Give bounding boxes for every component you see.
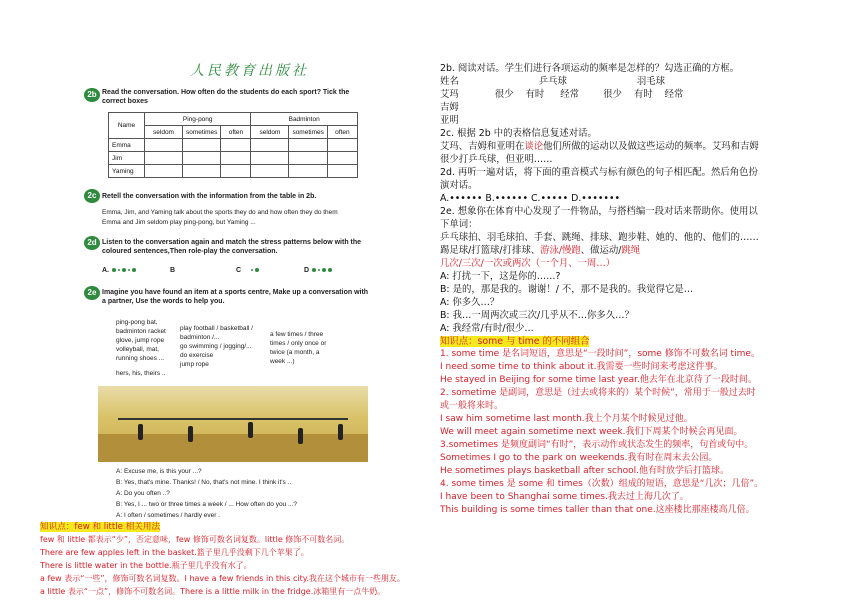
kp-line: Sometimes I go to the park on weekends.我有时在周末去公园。 <box>440 453 718 463</box>
publisher-logo: 人民教育出版社 <box>190 63 309 79</box>
dialog-line: B: 是的，那是我的。谢谢！/ 不，那不是我的。我觉得它是… <box>440 284 694 295</box>
translation-2c-line: 艾玛、吉姆和亚明在谈论他们所做的运动以及做这些运动的频率。艾玛和吉姆 <box>440 141 759 152</box>
name-header: Name <box>109 113 145 139</box>
stress-option-a: A. <box>102 266 137 275</box>
ex2b-instruction: Read the conversation. How often do the students do each sport? Tick the correct boxes <box>102 89 350 105</box>
translation-2e-line: 几次/三次/一次或两次（一个月、一周…） <box>440 258 616 269</box>
exercise-badge-2b: 2b <box>84 88 100 102</box>
translation-2e: 2e. 想象你在体育中心发现了一件物品，与搭档编一段对话来帮助你。使用以 <box>440 206 758 217</box>
translation-2d-line: 演对话。 <box>440 180 478 191</box>
stress-option-b: B <box>170 267 176 274</box>
dialog-line: A: 你多久…？ <box>440 297 500 308</box>
ex2c-line1: Emma, Jim, and Yaming talk about the sports they do and how often they do them <box>102 209 338 216</box>
word-list-items: ping-pong bat, badminton racket glove, jump rope volleyball, mat, running shoes ... hers, his, theirs .. <box>116 319 166 377</box>
translation-2e-line: 下单词： <box>440 219 478 230</box>
stress-options: A.•••••• B.•••••• C.••••• D.••••••• <box>440 193 621 204</box>
exercise-badge-2e: 2e <box>84 286 100 300</box>
table-row: 艾玛 很少 有时 经常 很少 有时 经常 <box>440 89 684 100</box>
kp-line: 或一般将来时。 <box>440 401 504 411</box>
kp-line: I saw him sometime last month.我上个月某个时候见过他。 <box>440 414 693 424</box>
table-row: 吉姆 <box>440 102 459 113</box>
kp-line: I need some time to think about it.我需要一些时间来考虑这件事。 <box>440 362 723 372</box>
freq-often: often <box>221 126 251 139</box>
pingpong-header: Ping-pong <box>145 113 251 126</box>
few-little-title: 知识点：few 和 little 相关用法 <box>40 522 161 532</box>
stress-option-c: C <box>236 266 260 275</box>
kp-line: 3.sometimes 是频度副词“有时”，表示动作或状态发生的频率，句首或句中。 <box>440 440 754 450</box>
ex2d-instruction: Listen to the conversation again and match the stress patterns below with the coloured sentences,Then role-play the conversation. <box>102 239 362 255</box>
exercise-badge-2c: 2c <box>84 189 100 203</box>
note-line: a little 表示“一点”，修饰不可数名词。There is a little milk in the fridge.冰箱里有一点牛奶。 <box>40 587 386 596</box>
badminton-header: Badminton <box>251 113 357 126</box>
ex2e-dialog: A: Excuse me, is this your ...? B: Yes, that's mine. Thanks! / No, that's not mine. I think it's .. A: Do you often ..? B: Yes, I ... two or three times a week / ... How often do you ...? A: I often / sometimes / hardly ever . <box>116 468 298 519</box>
freq-seldom: seldom <box>145 126 183 139</box>
ex2c-instruction: Retell the conversation with the information from the table in 2b. <box>102 193 317 200</box>
kp-line: 4. some times 是 some 和 times（次数）组成的短语，意思是“几次；几倍”。 <box>440 479 764 489</box>
table-row: Jim <box>109 152 358 165</box>
freq-seldom: seldom <box>251 126 289 139</box>
ex2e-instruction: Imagine you have found an item at a sports centre, Make up a conversation with a partner, Use the words to help you. <box>102 289 369 305</box>
kp-line: I have been to Shanghai some times.我去过上海几次了。 <box>440 492 689 502</box>
translation-2d: 2d. 再听一遍对话，将下面的重音模式与标有颜色的句子相匹配。然后角色扮 <box>440 167 758 178</box>
note-line: a few 表示“一些”，修饰可数名词复数。I have a few friends in this city.我在这个城市有一些朋友。 <box>40 574 405 583</box>
translation-2e-line: 踢足球/打篮球/打排球、游泳/慢跑、做运动/跳绳 <box>440 245 641 256</box>
table-row: Emma <box>109 139 358 152</box>
kp-line: He sometimes plays basketball after school.他有时放学后打篮球。 <box>440 466 729 476</box>
dialog-line: A: 打扰一下，这是你的……? <box>440 271 561 282</box>
dialog-line: A: 我经常/有时/很少… <box>440 323 534 334</box>
note-line: There is little water in the bottle.瓶子里几乎没有水了。 <box>40 561 252 570</box>
kp-line: We will meet again sometime next week.我们下周某个时候会再见面。 <box>440 427 743 437</box>
dialog-line: B: 我…一周两次或三次/几乎从不…你多久…？ <box>440 310 634 321</box>
kp-line: He stayed in Beijing for some time last year.他去年在北京待了一段时间。 <box>440 375 757 385</box>
frequency-table <box>108 112 358 178</box>
word-list-activities: play football / basketball / badminton /... go swimming / jogging/... do exercise jump rope <box>180 325 253 368</box>
table-header-row: 姓名 乒乓球 羽毛球 <box>440 76 666 87</box>
stress-option-d: D <box>304 266 333 275</box>
some-time-title: 知识点：some 与 time 的不同组合 <box>440 336 590 347</box>
translation-2c: 2c. 根据 2b 中的表格信息复述对话。 <box>440 128 597 139</box>
kp-line: 2. sometime 是副词，意思是（过去或将来的）某个时候”，常用于一般过去时 <box>440 388 756 398</box>
ex2c-line2: Emma and Jim seldom play ping-pong, but Yaming ... <box>102 219 256 226</box>
table-row: Yaming <box>109 165 358 178</box>
freq-sometimes: sometimes <box>289 126 327 139</box>
translation-2c-line: 很少打乒乓球，但亚明…… <box>440 154 553 165</box>
kp-line: This building is some times taller than that one.这座楼比那座楼高几倍。 <box>440 505 755 515</box>
freq-sometimes: sometimes <box>183 126 221 139</box>
freq-often: often <box>327 126 357 139</box>
note-line: few 和 little 都表示“少”，否定意味，few 修饰可数名词复数。little 修饰不可数名词。 <box>40 535 350 544</box>
note-line: There are few apples left in the basket.篮子里几乎没剩下几个苹果了。 <box>40 548 309 557</box>
word-list-frequency: a few times / three times / only once or twice (a month, a week ...) <box>270 331 327 365</box>
sports-centre-photo <box>98 386 368 462</box>
exercise-badge-2d: 2d <box>84 236 100 250</box>
translation-2e-line: 乒乓球拍、羽毛球拍、手套、跳绳、排球、跑步鞋、她的、他的、他们的…… <box>440 232 759 243</box>
translation-2b: 2b. 阅读对话。学生们进行各项运动的频率是怎样的？勾选正确的方框。 <box>440 63 740 74</box>
table-row: 亚明 <box>440 115 459 126</box>
kp-line: 1. some time 是名词短语，意思是“一段时间”，some 修饰不可数名词 time。 <box>440 349 760 359</box>
